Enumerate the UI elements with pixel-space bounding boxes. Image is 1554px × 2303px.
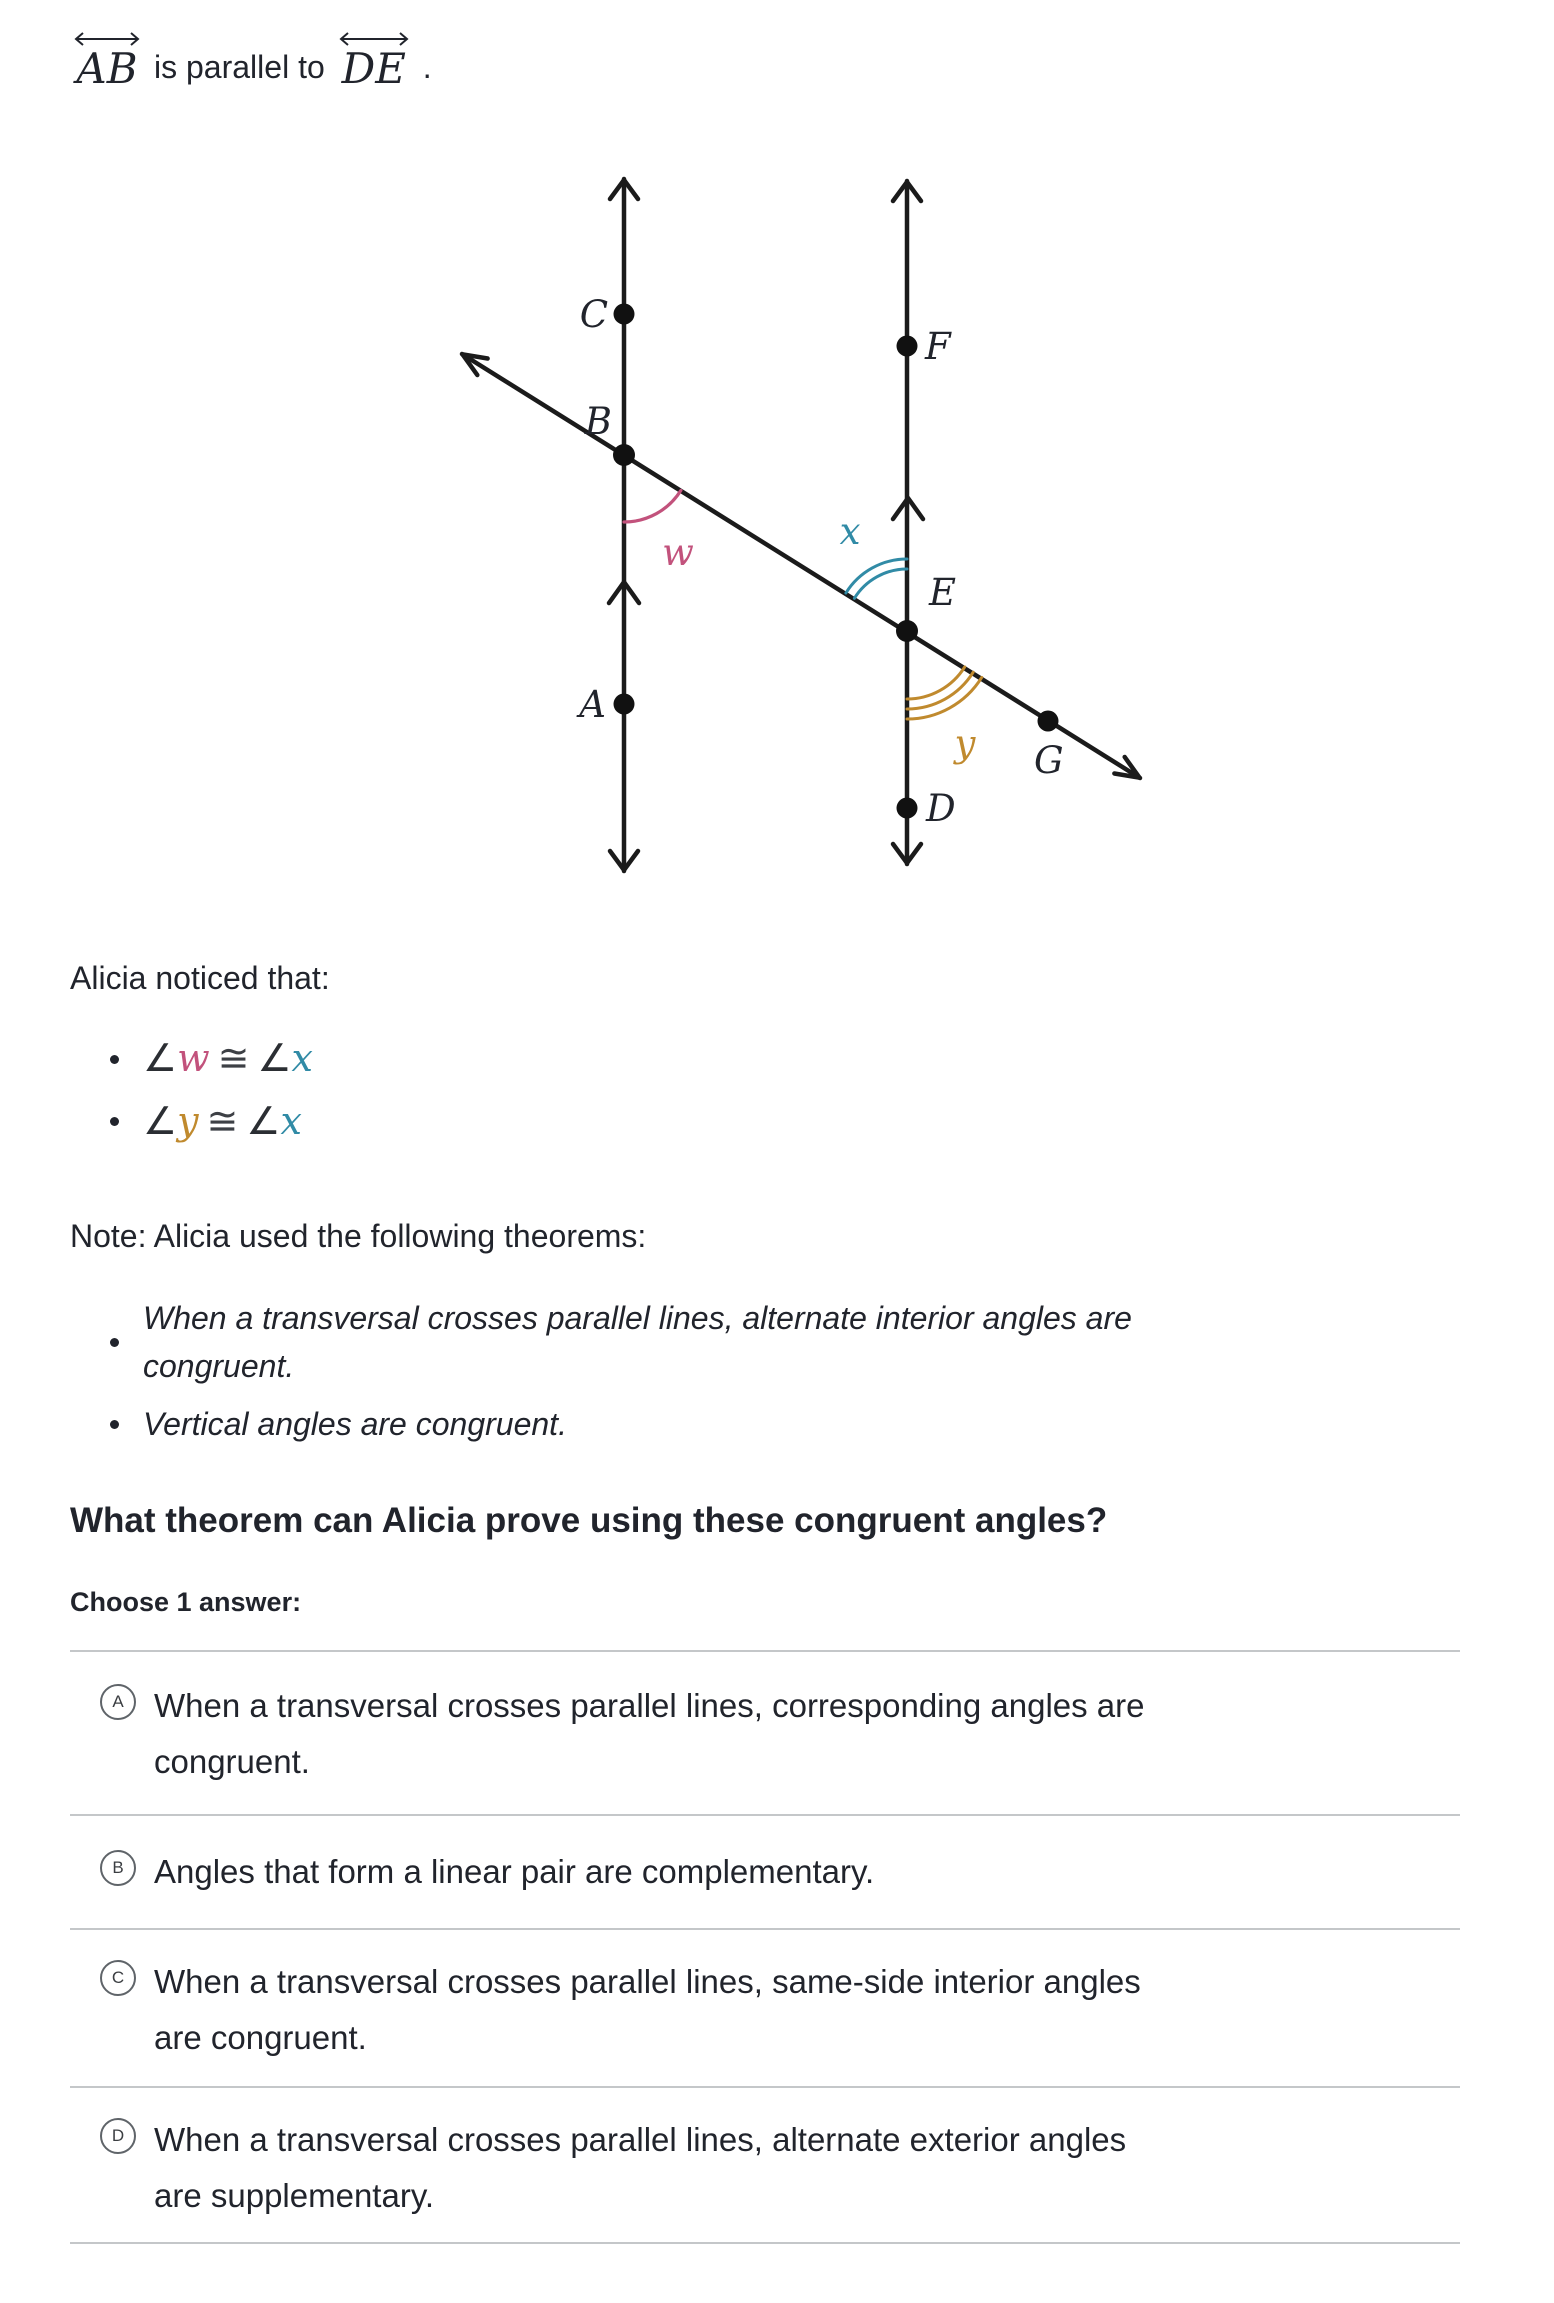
label-B: B — [584, 400, 612, 443]
radio-button-c[interactable]: C — [100, 1960, 136, 1996]
angle-symbol: ∠ — [143, 1036, 178, 1081]
angle-x: x — [280, 1098, 302, 1143]
noticed-intro: Alicia noticed that: — [70, 960, 330, 996]
period: . — [422, 49, 432, 85]
term-DE: DE — [341, 44, 406, 93]
angle-w: w — [177, 1036, 210, 1081]
answer-option-c[interactable] — [70, 1930, 1460, 2086]
label-E: E — [929, 571, 957, 614]
theorem-vertical-angles: Vertical angles are congruent. — [143, 1406, 567, 1443]
list-item — [70, 1097, 1460, 1147]
list-item — [70, 1034, 1460, 1084]
angle-symbol: ∠ — [143, 1098, 178, 1143]
angle-symbol: ∠ — [257, 1036, 292, 1081]
congruence-statement-2 — [143, 1097, 302, 1147]
noticed-bullet-list — [70, 1034, 1460, 1147]
label-G: G — [1034, 739, 1064, 782]
congruent-symbol: ≅ — [206, 1098, 239, 1143]
line-AB-term — [70, 30, 144, 93]
angle-y-label: y — [954, 722, 976, 765]
bullet-dot — [110, 1117, 119, 1126]
connector-text: is parallel to — [154, 49, 325, 85]
radio-button-a[interactable]: A — [100, 1684, 136, 1720]
point-F — [897, 336, 918, 357]
divider — [70, 2242, 1460, 2244]
label-C: C — [579, 293, 608, 336]
note-intro: Note: Alicia used the following theorems: — [70, 1217, 647, 1254]
line-DE-term — [335, 30, 413, 93]
radio-button-d[interactable]: D — [100, 2118, 136, 2154]
choose-answer-label: Choose 1 answer: — [70, 1586, 302, 1617]
list-item — [70, 1400, 1460, 1448]
angle-w-arc — [624, 490, 681, 522]
option-b-text: Angles that form a linear pair are complementary. — [154, 1853, 875, 1891]
angle-w-label: w — [662, 531, 694, 574]
angle-y-arc — [907, 667, 965, 699]
point-A — [614, 694, 635, 715]
transversal-line — [462, 354, 1140, 778]
label-F: F — [925, 325, 951, 368]
congruent-symbol: ≅ — [217, 1036, 250, 1081]
term-AB: AB — [76, 44, 138, 93]
bullet-dot — [110, 1055, 119, 1064]
point-B — [613, 444, 635, 466]
theorem-alternate-interior: When a transversal crosses parallel lines, alternate interior angles are congruent. — [143, 1300, 1132, 1385]
radio-button-b[interactable]: B — [100, 1850, 136, 1886]
question-text: What theorem can Alicia prove using these congruent angles? — [70, 1501, 1108, 1541]
option-d-text: When a transversal crosses parallel lines, alternate exterior angles are supplementary. — [154, 2121, 1127, 2215]
angle-x-label: x — [839, 510, 861, 553]
label-D: D — [926, 787, 956, 830]
answer-option-a[interactable] — [70, 1652, 1460, 1814]
option-c-text: When a transversal crosses parallel lines, same-side interior angles are congruent. — [154, 1963, 1141, 2057]
congruence-statement-1 — [143, 1034, 313, 1084]
bullet-dot — [110, 1338, 119, 1347]
angle-y: y — [177, 1098, 199, 1143]
angle-x: x — [291, 1036, 313, 1081]
label-A: A — [579, 683, 606, 726]
point-G — [1038, 711, 1059, 732]
answer-option-d[interactable] — [70, 2088, 1460, 2242]
answer-option-b[interactable] — [70, 1816, 1460, 1928]
point-E — [896, 620, 918, 642]
option-a-text: When a transversal crosses parallel lines, corresponding angles are congruent. — [154, 1687, 1145, 1781]
point-C — [614, 304, 635, 325]
note-bullet-list — [70, 1294, 1460, 1448]
list-item — [70, 1294, 1460, 1390]
bullet-dot — [110, 1420, 119, 1429]
parallel-statement — [70, 0, 1460, 93]
geometry-diagram — [440, 96, 1170, 896]
point-D — [897, 798, 918, 819]
angle-symbol: ∠ — [246, 1098, 281, 1143]
